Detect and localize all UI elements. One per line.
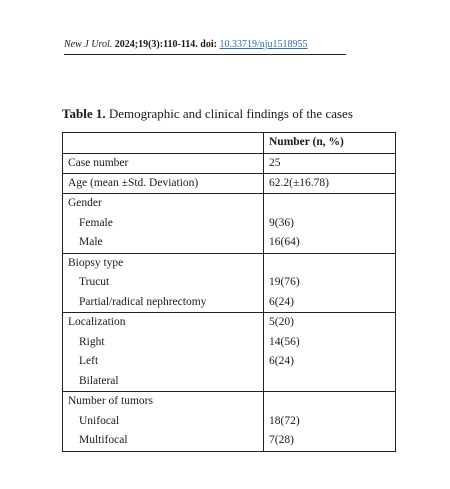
sub-label: Female [79, 216, 113, 229]
biopsy-labels [63, 253, 264, 313]
sub-label: Partial/radical nephrectomy [79, 295, 207, 308]
table-row-gender [63, 194, 396, 254]
gender-values [264, 194, 396, 254]
row-label: Age (mean ±Std. Deviation) [63, 174, 264, 194]
sub-value: 7(28) [269, 434, 294, 446]
sub-label: Unifocal [79, 414, 120, 427]
header-cell-number: Number (n, %) [264, 133, 396, 154]
row-value: 62.2(±16.78) [264, 174, 396, 194]
doi-link[interactable]: 10.33719/nju1518955 [219, 39, 308, 50]
sub-value: 9(36) [269, 216, 294, 229]
header-cell-empty [63, 133, 264, 154]
sub-value: 16(64) [269, 236, 300, 248]
sub-label: Trucut [79, 276, 110, 288]
table-row-case-number [63, 154, 396, 174]
localization-labels [63, 313, 264, 392]
table-row-localization [63, 313, 396, 392]
sub-value: 6(24) [269, 355, 294, 367]
table-header-row [63, 133, 396, 154]
group-heading: Number of tumors [68, 395, 153, 407]
table-row-biopsy [63, 253, 396, 313]
sub-value: 6(24) [269, 295, 294, 308]
sub-label: Bilateral [79, 374, 119, 387]
biopsy-values [264, 253, 396, 313]
sub-value: 5(20) [269, 316, 294, 328]
citation: 2024;19(3):110-114. doi: [112, 39, 220, 50]
tumors-values [264, 392, 396, 452]
table-label: Table 1. [62, 106, 106, 121]
demographics-table [62, 132, 396, 452]
group-heading: Gender [68, 197, 102, 209]
row-value: 25 [264, 154, 396, 174]
journal-name: New J Urol. [64, 39, 113, 50]
table-title: Demographic and clinical findings of the cases [105, 106, 353, 121]
row-label: Case number [63, 154, 264, 174]
gender-labels [63, 194, 264, 254]
sub-value: 18(72) [269, 414, 300, 427]
sub-value: 19(76) [269, 276, 300, 288]
table-caption [62, 106, 392, 122]
running-head [64, 38, 346, 55]
sub-label: Right [79, 335, 105, 348]
sub-label: Multifocal [79, 434, 128, 446]
localization-values [264, 313, 396, 392]
tumors-labels [63, 392, 264, 452]
sub-value: 14(56) [269, 335, 300, 348]
group-heading: Localization [68, 316, 126, 328]
table-row-tumors [63, 392, 396, 452]
sub-label: Male [79, 236, 103, 248]
table-row-age [63, 174, 396, 194]
sub-label: Left [79, 355, 99, 367]
group-heading: Biopsy type [68, 256, 124, 269]
